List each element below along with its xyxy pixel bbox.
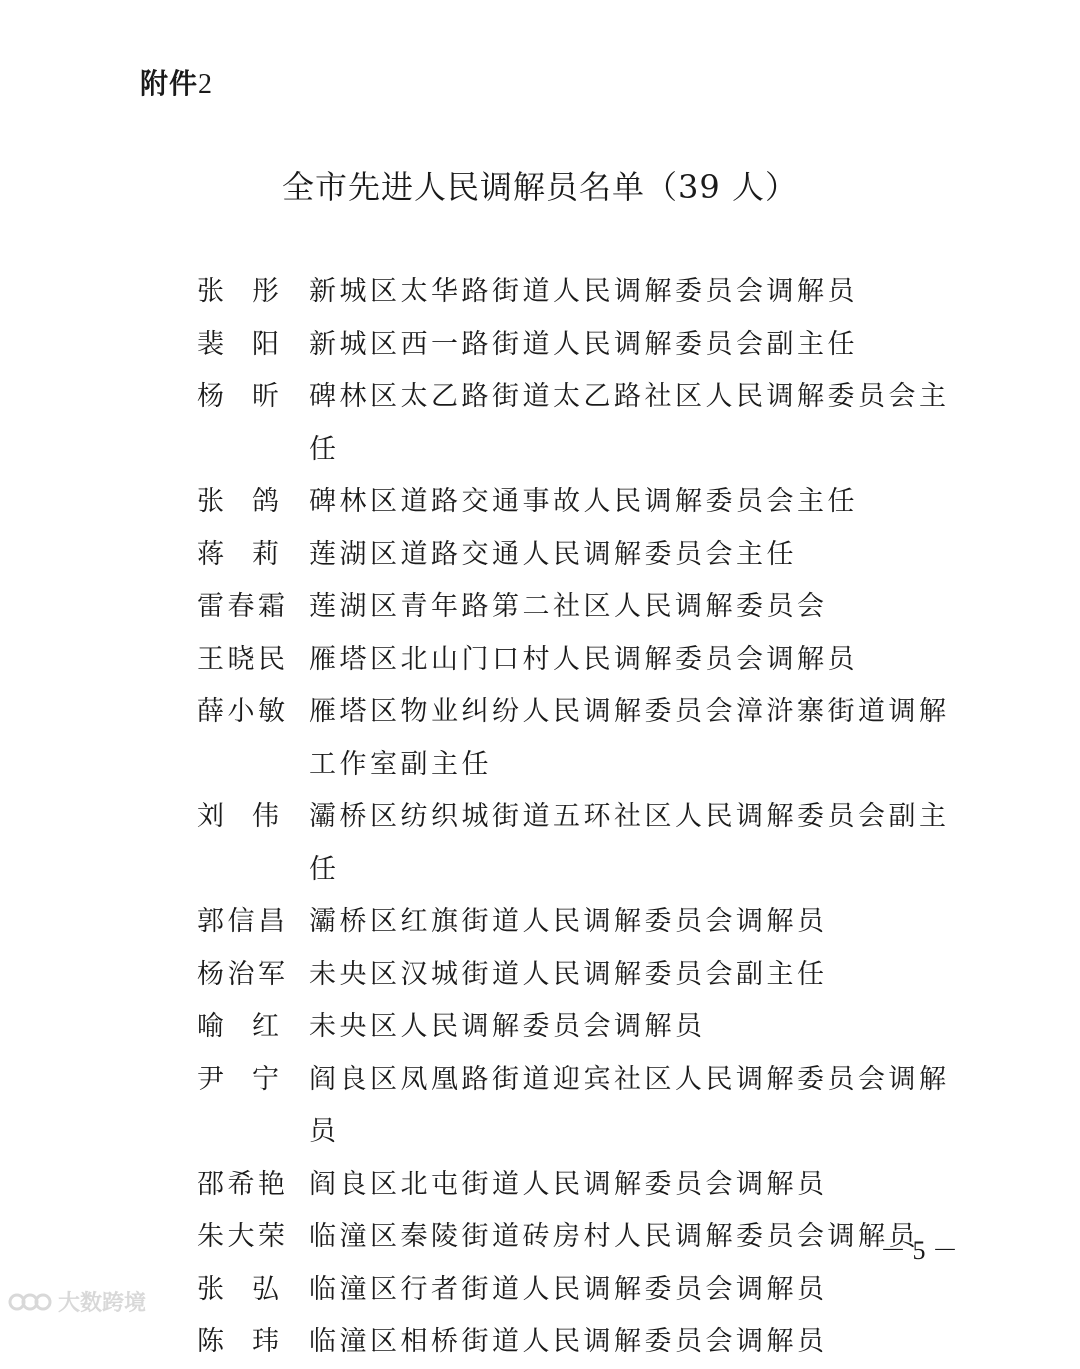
mediator-name: 朱大荣 <box>197 1221 289 1252</box>
watermark <box>8 1286 146 1317</box>
page-number: － 5 － <box>880 1236 959 1265</box>
watermark-text: 大数跨境 <box>58 1291 147 1316</box>
list-item <box>197 896 957 949</box>
mediator-name: 裴阳 <box>197 328 307 360</box>
list-item <box>197 686 957 791</box>
mediator-name: 陈玮 <box>197 1326 307 1357</box>
mediator-role: 莲湖区青年路第二社区人民调解委员会 <box>309 591 828 622</box>
list-item <box>197 1264 957 1317</box>
mediator-role: 新城区太华路街道人民调解委员会调解员 <box>309 276 858 307</box>
mediator-name: 张彤 <box>197 276 307 307</box>
mediator-list <box>197 266 957 1369</box>
mediator-role: 雁塔区北山门口村人民调解委员会调解员 <box>309 643 858 675</box>
mediator-name: 杨治军 <box>197 958 289 990</box>
list-item <box>197 529 957 582</box>
mediator-role: 莲湖区道路交通人民调解委员会主任 <box>309 538 797 570</box>
mediator-name: 薛小敏 <box>197 696 289 727</box>
list-item <box>197 634 957 687</box>
mediator-role: 新城区西一路街道人民调解委员会副主任 <box>309 328 858 360</box>
mediator-name: 喻红 <box>197 1011 307 1042</box>
list-item <box>197 949 957 1002</box>
mediator-name: 王晓民 <box>197 643 289 675</box>
mediator-role: 碑林区太乙路街道太乙路社区人民调解委员会主任 <box>309 381 950 465</box>
list-item <box>197 319 957 372</box>
mediator-role: 临潼区秦陵街道砖房村人民调解委员会调解员 <box>309 1221 919 1252</box>
mediator-role: 阎良区北屯街道人民调解委员会调解员 <box>309 1168 828 1200</box>
mediator-role: 灞桥区红旗街道人民调解委员会调解员 <box>309 906 828 937</box>
mediator-name: 张鸽 <box>197 486 307 517</box>
list-item <box>197 1159 957 1212</box>
list-item <box>197 476 957 529</box>
mediator-role: 雁塔区物业纠纷人民调解委员会漳浒寨街道调解工作室副主任 <box>309 696 950 780</box>
mediator-name: 尹宁 <box>197 1063 307 1095</box>
list-item <box>197 1316 957 1369</box>
list-item <box>197 1054 957 1159</box>
mediator-role: 灞桥区纺织城街道五环社区人民调解委员会副主任 <box>309 801 950 885</box>
mediator-role: 临潼区行者街道人民调解委员会调解员 <box>309 1273 828 1305</box>
watermark-logo-icon <box>8 1289 52 1315</box>
mediator-role: 阎良区凤凰路街道迎宾社区人民调解委员会调解员 <box>309 1063 950 1147</box>
list-item <box>197 791 957 896</box>
mediator-name: 邵希艳 <box>197 1168 289 1200</box>
attachment-text: 附件 <box>140 67 199 100</box>
mediator-role: 临潼区相桥街道人民调解委员会调解员 <box>309 1326 828 1357</box>
list-item <box>197 1001 957 1054</box>
list-item <box>197 266 957 319</box>
mediator-name: 张弘 <box>197 1273 307 1305</box>
list-item <box>197 581 957 634</box>
mediator-name: 蒋莉 <box>197 538 307 570</box>
list-item <box>197 1211 957 1264</box>
mediator-name: 杨昕 <box>197 381 307 412</box>
mediator-role: 碑林区道路交通事故人民调解委员会主任 <box>309 486 858 517</box>
mediator-role: 未央区人民调解委员会调解员 <box>309 1011 706 1042</box>
attachment-label <box>140 62 213 102</box>
mediator-name: 郭信昌 <box>197 906 289 937</box>
attachment-number: 2 <box>198 69 214 100</box>
mediator-role: 未央区汉城街道人民调解委员会副主任 <box>309 958 828 990</box>
document-title: 全市先进人民调解员名单（39 人） <box>282 168 798 206</box>
mediator-name: 雷春霜 <box>197 591 289 622</box>
list-item <box>197 371 957 476</box>
mediator-name: 刘伟 <box>197 801 307 832</box>
